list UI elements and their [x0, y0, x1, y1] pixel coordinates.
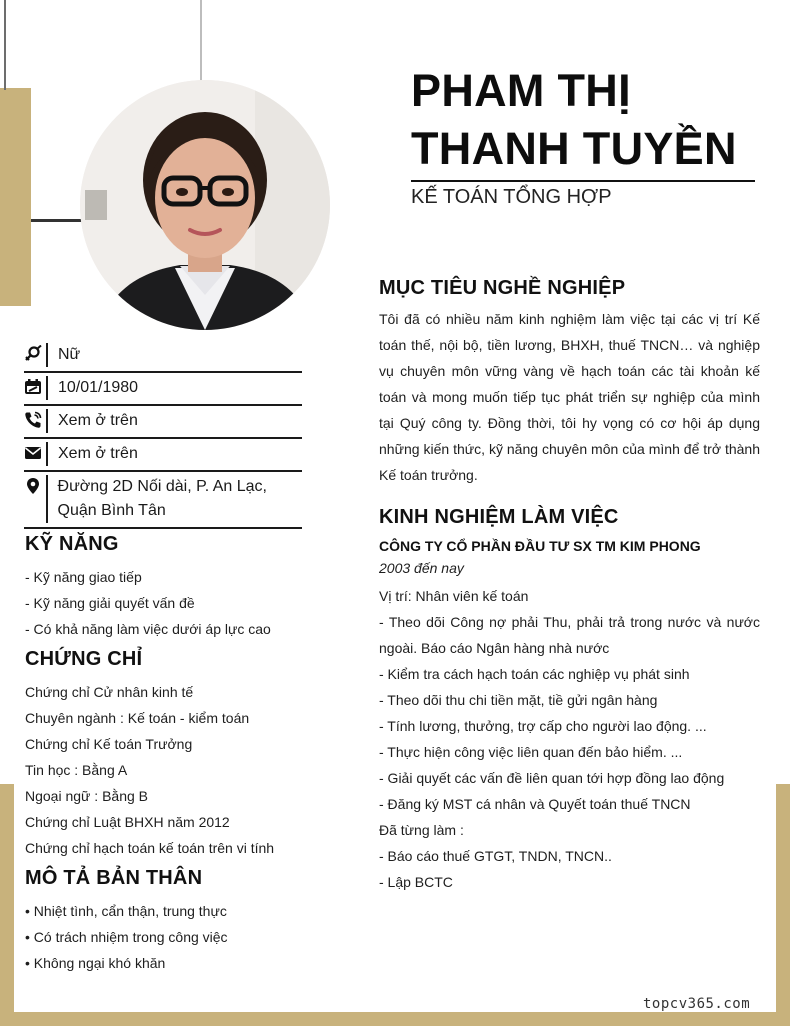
list-item: • Có trách nhiệm trong công việc	[25, 929, 228, 945]
contact-row-birthday	[24, 373, 302, 406]
list-item: - Giải quyết các vấn đề liên quan tới hợp đồng lao động	[379, 770, 725, 786]
contact-gender: Nữ	[58, 346, 81, 363]
decor-gold-bar-bottom	[0, 1012, 790, 1026]
contact-separator	[46, 475, 48, 523]
list-item: • Không ngại khó khăn	[25, 955, 166, 971]
candidate-name	[411, 62, 771, 178]
decor-gold-bar-left-lower	[0, 784, 14, 1026]
work-period: 2003 đến nay	[379, 560, 464, 576]
contact-separator	[46, 442, 48, 466]
decor-frame-line	[200, 0, 202, 90]
contact-address: Đường 2D Nối dài, P. An Lạc, Quận Bình Tân	[57, 478, 267, 519]
name-divider	[411, 180, 755, 182]
list-item: Tin học : Bằng A	[25, 762, 128, 778]
contact-row-address	[24, 472, 302, 529]
list-item: - Kỹ năng giao tiếp	[25, 569, 142, 585]
gender-icon	[24, 343, 46, 365]
list-item: Chuyên ngành : Kế toán - kiểm toán	[25, 710, 250, 726]
list-item: - Có khả năng làm việc dưới áp lực cao	[25, 621, 271, 637]
about-title: MÔ TẢ BẢN THÂN	[25, 867, 203, 889]
list-item: Ngoại ngữ : Bằng B	[25, 788, 149, 804]
experience-details	[379, 583, 760, 895]
certificates-title: CHỨNG CHỈ	[25, 648, 143, 670]
list-item: - Theo dõi Công nợ phải Thu, phải trả trong nước và nước ngoài. Báo cáo Ngân hàng nhà nước	[379, 614, 760, 656]
decor-frame-line	[4, 0, 6, 90]
list-item: - Báo cáo thuế GTGT, TNDN, TNCN..	[379, 848, 612, 864]
phone-icon	[24, 409, 46, 431]
name-line-2: THANH TUYỀN	[411, 123, 737, 174]
list-item: - Thực hiện công việc liên quan đến bảo hiểm. ...	[379, 744, 683, 760]
envelope-icon	[24, 442, 46, 464]
list-item: Chứng chỉ hạch toán kế toán trên vi tính	[25, 840, 275, 856]
contact-separator	[46, 376, 48, 400]
contact-row-gender	[24, 340, 302, 373]
certificates-list	[25, 679, 274, 861]
map-pin-icon	[24, 475, 46, 497]
avatar-portrait	[80, 80, 330, 330]
job-title: KẾ TOÁN TỔNG HỢP	[411, 186, 612, 208]
objective-text: Tôi đã có nhiều năm kinh nghiệm làm việc tại các vị trí Kế toán thế, nội bộ, tiền lương, BHXH, thuế TNCN… và nghiệp vụ chuyên môn vững vàng về hạch toán các tài khoản kế toán và mong muốn tiếp tục phát triển sự nghiệp của mình tại Quý công ty. Đồng thời, tôi hy vọng có cơ hội áp dụng những kiến thức, kỹ năng chuyên môn của mình để trở thành Kế toán trưởng.	[379, 311, 760, 483]
skills-list	[25, 564, 271, 642]
list-item: - Đăng ký MST cá nhân và Quyết toán thuế TNCN	[379, 796, 691, 812]
contact-birthday: 10/01/1980	[58, 379, 139, 396]
avatar	[80, 80, 330, 330]
list-item: - Tính lương, thưởng, trợ cấp cho người lao động. ...	[379, 718, 707, 734]
list-item: - Lập BCTC	[379, 874, 453, 890]
contact-email: Xem ở trên	[58, 445, 138, 462]
contact-row-email	[24, 439, 302, 472]
company-name: CÔNG TY CỔ PHẦN ĐẦU TƯ SX TM KIM PHONG	[379, 538, 701, 554]
contact-list	[24, 340, 302, 529]
name-line-1: PHAM THỊ	[411, 65, 631, 116]
contact-phone: Xem ở trên	[58, 412, 138, 429]
list-item: • Nhiệt tình, cẩn thận, trung thực	[25, 903, 227, 919]
list-item: Đã từng làm :	[379, 822, 464, 838]
objective-title: MỤC TIÊU NGHỀ NGHIỆP	[379, 277, 626, 299]
calendar-icon	[24, 376, 46, 398]
about-list	[25, 898, 228, 976]
list-item: - Kỹ năng giải quyết vấn đề	[25, 595, 195, 611]
list-item: - Kiểm tra cách hạch toán các nghiệp vụ phát sinh	[379, 666, 690, 682]
list-item: Chứng chỉ Kế toán Trưởng	[25, 736, 193, 752]
skills-title: KỸ NĂNG	[25, 533, 119, 555]
experience-title: KINH NGHIỆM LÀM VIỆC	[379, 506, 619, 528]
contact-separator	[46, 343, 48, 367]
list-item: - Theo dõi thu chi tiền mặt, tiề gửi ngân hàng	[379, 692, 658, 708]
decor-gold-bar-right	[776, 784, 790, 1026]
list-item: Vị trí: Nhân viên kế toán	[379, 588, 529, 604]
contact-separator	[46, 409, 48, 433]
list-item: Chứng chỉ Cử nhân kinh tế	[25, 684, 194, 700]
decor-gold-bar-left	[0, 88, 31, 306]
list-item: Chứng chỉ Luật BHXH năm 2012	[25, 814, 230, 830]
watermark: topcv365.com	[643, 996, 751, 1012]
contact-row-phone	[24, 406, 302, 439]
